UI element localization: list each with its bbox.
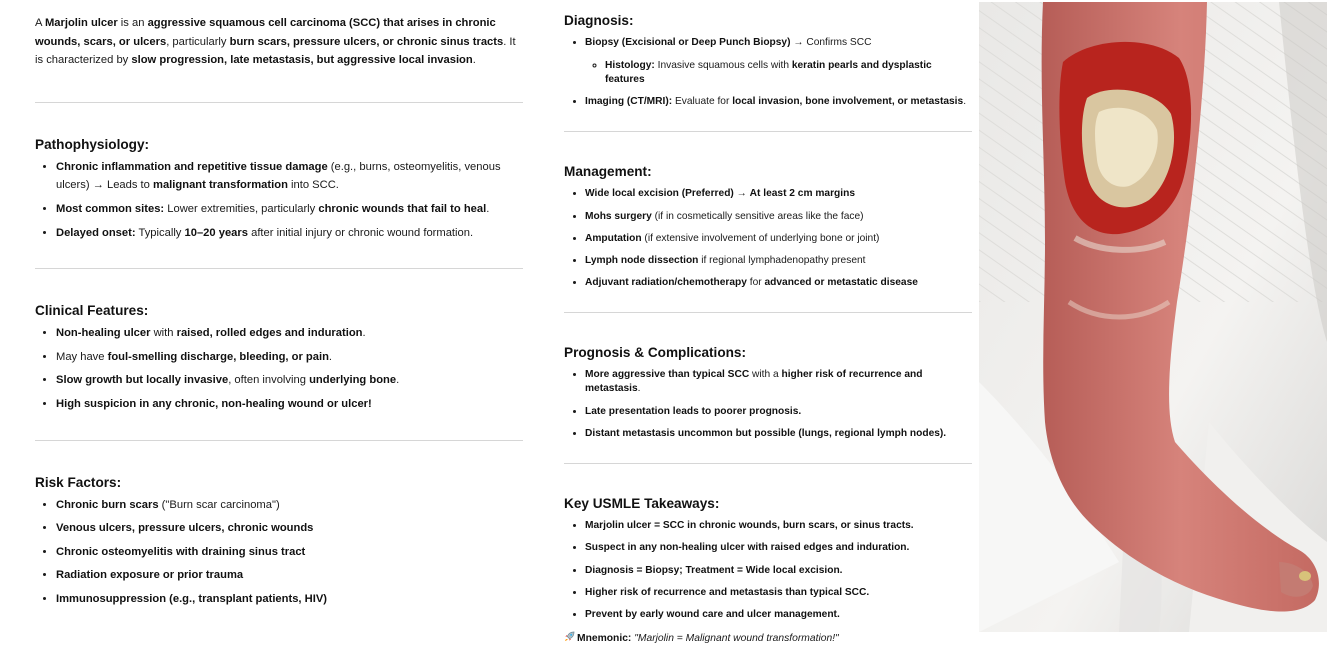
diagnosis-sublist <box>585 59 972 87</box>
section-heading: Diagnosis: <box>564 13 634 28</box>
middle-column <box>564 0 972 647</box>
bold-text: raised, rolled edges and induration <box>176 327 363 340</box>
takeaways-section <box>564 496 972 646</box>
list-item <box>585 427 972 441</box>
text: Evaluate for <box>672 96 733 108</box>
management-list <box>564 187 972 290</box>
list-item <box>56 371 523 390</box>
list-item <box>585 519 972 533</box>
text: . <box>396 374 400 387</box>
mnemonic-label: Mnemonic: <box>577 632 632 644</box>
text: → Confirms SCC <box>790 37 872 48</box>
bold-text: malignant transformation <box>153 179 288 192</box>
bold-text: Lymph node dissection <box>585 255 699 267</box>
text: . <box>486 202 490 215</box>
list-item <box>585 95 972 109</box>
list-item <box>56 543 523 562</box>
text: for <box>746 277 765 289</box>
text: . <box>328 350 333 363</box>
text: Lower extremities, particularly <box>164 202 319 215</box>
list-item <box>56 224 523 243</box>
takeaways-list <box>564 519 972 622</box>
bold-text: higher risk of recurrence and metastasis <box>585 369 923 395</box>
divider <box>35 440 523 441</box>
list-item <box>585 232 972 246</box>
section-heading: Risk Factors: <box>35 474 122 490</box>
text: A <box>35 17 45 29</box>
divider <box>564 312 972 313</box>
list-item <box>56 200 523 219</box>
section-heading: Key USMLE Takeaways: <box>564 496 720 512</box>
bold-text: burn scars, pressure ulcers, or chronic sinus tracts <box>229 35 504 48</box>
list-item <box>585 368 972 396</box>
bold-text: underlying bone <box>309 374 397 387</box>
bold-text: Histology: <box>605 60 655 71</box>
text: May have <box>56 350 108 363</box>
risk-factors-section <box>35 475 523 609</box>
bold-text: advanced or metastatic disease <box>764 277 918 289</box>
list-item <box>585 405 972 419</box>
divider <box>35 102 523 103</box>
bold-text: local invasion, bone involvement, or metastasis <box>732 96 964 108</box>
section-heading: Pathophysiology: <box>35 136 150 152</box>
list-item <box>56 566 523 585</box>
section-heading: Clinical Features: <box>35 303 149 319</box>
bold-text: Chronic osteomyelitis with draining sinus tract <box>56 545 306 558</box>
mnemonic-line <box>564 631 972 647</box>
text: with <box>150 327 177 340</box>
list-item <box>585 564 972 578</box>
list-item <box>56 590 523 609</box>
management-section <box>564 164 972 290</box>
list-item <box>585 210 972 224</box>
bold-text: Late presentation leads to poorer prognosis. <box>585 405 802 417</box>
list-item <box>56 395 523 414</box>
text: → <box>733 188 750 200</box>
list-item <box>585 608 972 622</box>
bold-text: Mohs surgery <box>585 210 652 222</box>
text: (e.g., burns, osteomyelitis, venous ulcers) → Leads to <box>56 160 501 192</box>
list-item <box>56 324 523 343</box>
bold-text: Non-healing ulcer <box>56 327 151 340</box>
bold-text: Prevent by early wound care and ulcer management. <box>585 609 840 621</box>
text: . It is characterized by <box>35 35 516 67</box>
bold-text: aggressive squamous cell carcinoma (SCC) that arises in chronic wounds, scars, or ulcers <box>35 17 496 48</box>
bold-text: slow progression, late metastasis, but aggressive local invasion <box>131 54 473 67</box>
bold-text: Radiation exposure or prior trauma <box>56 569 244 582</box>
bold-text: 10–20 years <box>184 226 248 239</box>
text: ("Burn scar carcinoma") <box>158 498 280 511</box>
pathophysiology-list <box>35 158 523 242</box>
text: . <box>963 96 967 108</box>
bold-text: Imaging (CT/MRI): <box>585 96 673 108</box>
text: . <box>472 54 476 67</box>
risk-factors-list <box>35 496 523 609</box>
bold-text: Distant metastasis uncommon but possible (lungs, regional lymph nodes). <box>585 428 947 440</box>
prognosis-list <box>564 368 972 441</box>
bold-text: More aggressive than typical SCC <box>585 369 750 381</box>
list-item <box>56 158 523 195</box>
list-item <box>585 586 972 600</box>
list-item <box>56 348 523 367</box>
intro-paragraph <box>35 14 523 70</box>
diagnosis-list <box>564 36 972 109</box>
divider <box>564 131 972 132</box>
divider <box>564 463 972 464</box>
text: Typically <box>135 226 185 239</box>
text: if regional lymphadenopathy present <box>698 255 866 267</box>
bold-text: High suspicion in any chronic, non-healing wound or ulcer! <box>56 397 372 410</box>
bold-text: Marjolin ulcer <box>44 17 118 29</box>
list-item <box>56 519 523 538</box>
list-item <box>585 187 972 201</box>
list-item <box>585 276 972 290</box>
bold-text: Delayed onset: <box>56 226 136 239</box>
leg-ulcer-photo <box>979 2 1327 632</box>
bold-text: keratin pearls and dysplastic features <box>605 60 932 85</box>
text: into SCC. <box>287 179 339 192</box>
bold-text: Adjuvant radiation/chemotherapy <box>585 277 747 289</box>
bold-text: Higher risk of recurrence and metastasis than typical SCC. <box>585 586 870 598</box>
text: Invasive squamous cells with <box>654 60 792 71</box>
text: is an <box>117 17 148 29</box>
bold-text: chronic wounds that fail to heal <box>318 202 487 215</box>
bold-text: Chronic inflammation and repetitive tissue damage <box>56 160 328 173</box>
text: after initial injury or chronic wound formation. <box>247 226 474 239</box>
biopsy-text <box>585 37 871 48</box>
section-heading: Prognosis & Complications: <box>564 345 747 361</box>
list-item <box>605 59 972 87</box>
list-item <box>585 541 972 555</box>
text: . <box>637 383 641 395</box>
text: (if extensive involvement of underlying bone or joint) <box>641 232 880 244</box>
prognosis-section <box>564 345 972 441</box>
diagnosis-section <box>564 13 972 109</box>
pathophysiology-section <box>35 137 523 242</box>
mnemonic-text: "Marjolin = Malignant wound transformation!" <box>634 632 839 644</box>
clinical-features-list <box>35 324 523 413</box>
bold-text: Wide local excision (Preferred) <box>585 188 734 200</box>
bold-text: foul-smelling discharge, bleeding, or pain <box>107 350 329 363</box>
divider <box>35 268 523 269</box>
bold-text: Venous ulcers, pressure ulcers, chronic wounds <box>56 522 314 535</box>
bold-text: Suspect in any non-healing ulcer with raised edges and induration. <box>585 542 910 554</box>
bold-text: Biopsy (Excisional or Deep Punch Biopsy) <box>585 37 791 48</box>
bold-text: Slow growth but locally invasive <box>56 374 229 387</box>
bold-text: Marjolin ulcer = SCC in chronic wounds, burn scars, or sinus tracts. <box>585 520 914 532</box>
text: , often involving <box>228 374 310 387</box>
bold-text: Most common sites: <box>56 202 165 215</box>
list-item <box>585 254 972 268</box>
text: (if in cosmetically sensitive areas like the face) <box>651 210 864 222</box>
list-item <box>585 36 972 87</box>
list-item <box>56 496 523 515</box>
section-heading: Management: <box>564 164 652 180</box>
bold-text: Immunosuppression (e.g., transplant patients, HIV) <box>56 592 328 605</box>
left-column <box>35 0 523 614</box>
text: , particularly <box>166 35 230 48</box>
text: with a <box>749 369 782 381</box>
text: . <box>362 327 366 340</box>
bold-text: Amputation <box>585 232 642 244</box>
bold-text: At least 2 cm margins <box>749 188 855 200</box>
bold-text: Diagnosis = Biopsy; Treatment = Wide local excision. <box>585 564 843 576</box>
clinical-features-section <box>35 303 523 413</box>
rocket-icon <box>564 631 575 647</box>
bold-text: Chronic burn scars <box>56 498 159 511</box>
